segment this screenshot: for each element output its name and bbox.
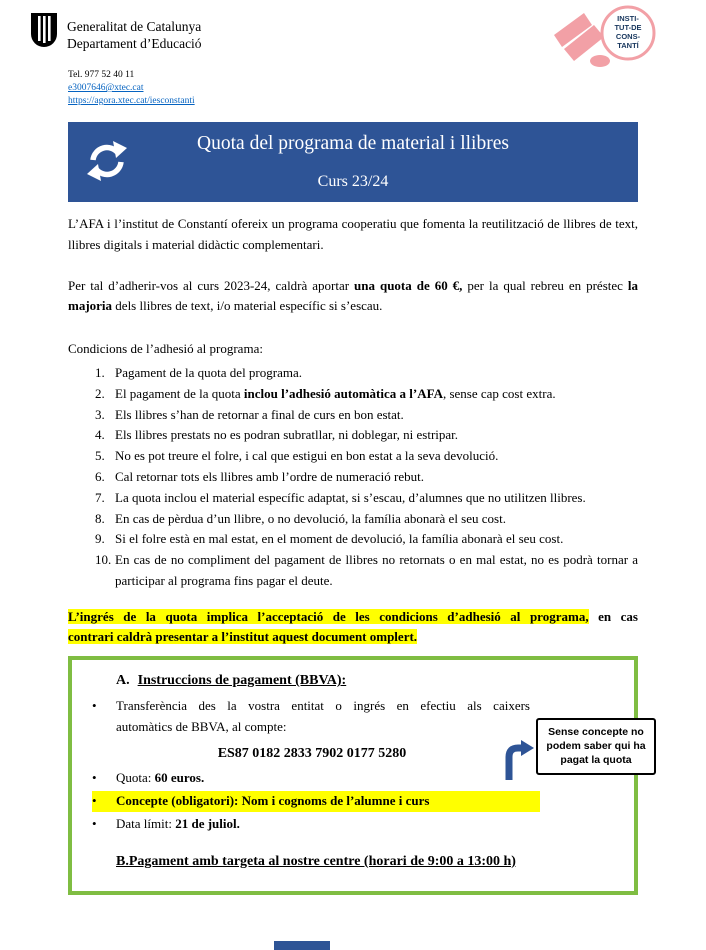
concept-text: Concepte (obligatori): Nom i cognoms de l’alumne i curs [116, 793, 430, 809]
condition-item: 7. La quota inclou el material específic adaptat, si s’escau, d’alumnes que no utilitzen llibres. [95, 489, 586, 505]
logo-text-line: INSTI- [617, 14, 639, 23]
transfer-line: automàtics de BBVA, al compte: [116, 719, 287, 735]
intro-paragraph: L’AFA i l’institut de Constantí ofereix un programa cooperatiu que fomenta la reutilització de llibres de text, llibres digitals i material didàctic complementari. [68, 216, 638, 252]
payment-bullet-deadline [92, 814, 614, 835]
deadline-label: Data límit: [116, 816, 176, 831]
logo-text-line: TANTÍ [617, 41, 639, 50]
generalitat-header [30, 12, 202, 52]
quota-text: dels llibres de text, i/o material específic si s’escau. [112, 298, 383, 314]
notice-highlight: contrari caldrà presentar a l’institut aquest document omplert. [68, 628, 418, 644]
bank-account-number: ES87 0182 2833 7902 0177 5280 [217, 746, 407, 762]
payment-section-b-heading: B.Pagament amb targeta al nostre centre (horari de 9:00 a 13:00 h) [116, 853, 516, 869]
bullet-icon: • [92, 816, 97, 831]
bullet-icon: • [92, 770, 97, 786]
payment-bullet-concept [92, 791, 540, 812]
generalitat-shield-icon [30, 12, 58, 50]
condition-item: 5. No es pot treure el folre, i cal que estigui en bon estat a la seva devolució. [95, 448, 499, 464]
title-banner [68, 122, 638, 202]
condition-item: 9. Si el folre està en mal estat, en el moment de devolució, la família abonarà el seu cost. [95, 531, 564, 547]
quota-value: 60 euros. [154, 770, 205, 786]
course-subtitle: Curs 23/24 [317, 173, 389, 190]
quota-emphasis: la majoria [68, 277, 638, 314]
org-department: Departament d’Educació [67, 36, 202, 51]
conditions-list [68, 363, 638, 592]
notice-paragraph [68, 607, 638, 647]
notice-line [68, 627, 638, 647]
condition-item: 10. En cas de no compliment del pagament de llibres no retornats o en mal estat, no es podrà tornar a participar al programa fins pagar el deute. [95, 552, 638, 588]
deadline-value: 21 de juliol. [175, 816, 240, 831]
condition-item: 6. Cal retornar tots els llibres amb l’ordre de numeració rebut. [95, 468, 425, 484]
callout-note: Sense concepte no podem saber qui ha pagat la quota [536, 718, 656, 775]
website-link[interactable]: https://agora.xtec.cat/iesconstanti [68, 96, 195, 106]
bullet-icon: • [92, 698, 97, 714]
quota-text: per la qual rebreu en préstec [462, 277, 628, 293]
condition-item: 3. Els llibres s’han de retornar a final de curs en bon estat. [95, 406, 404, 422]
email-link[interactable]: e3007646@xtec.cat [68, 83, 144, 93]
logo-text-line: CONS- [615, 32, 641, 41]
phone-number: Tel. 977 52 40 11 [68, 70, 135, 80]
quota-paragraph [68, 276, 638, 318]
notice-line [68, 607, 638, 627]
section-a-label: A. [116, 673, 130, 689]
bullet-icon: • [92, 793, 97, 809]
transfer-line: Transferència des la vostra entitat o ingrés en efectiu als caixers [116, 698, 530, 714]
condition-item: 8. En cas de pèrdua d’un llibre, o no devolució, la família abonarà el seu cost. [95, 510, 506, 526]
payment-box [68, 656, 646, 895]
logo-text-line: TUT-DE [614, 23, 642, 32]
notice-plain: en cas [588, 608, 638, 624]
logo-blob-shape [590, 55, 610, 67]
document-title: Quota del programa de material i llibres [197, 133, 509, 154]
quota-label: Quota: [116, 770, 155, 786]
document-body [68, 214, 646, 895]
conditions-heading: Condicions de l’adhesió al programa: [68, 341, 263, 357]
condition-item: 2. El pagament de la quota inclou l’adhesió automàtica a l’AFA, sense cap cost extra. [95, 385, 556, 401]
notice-highlight: L’ingrés de la quota implica l’acceptació de les condicions d’adhesió al programa, [68, 608, 589, 624]
quota-amount: una quota de 60 €, [354, 277, 463, 293]
institute-logo [550, 5, 660, 74]
contact-block [68, 69, 195, 108]
condition-item: 4. Els llibres prestats no es podran subratllar, ni doblegar, ni estripar. [95, 427, 459, 443]
payment-section-a-heading [116, 670, 614, 692]
next-page-banner-edge [274, 941, 330, 950]
quota-text: Per tal d’adherir-vos al curs 2023-24, caldrà aportar [68, 277, 355, 293]
section-a-title: Instruccions de pagament (BBVA): [137, 673, 347, 689]
curved-arrow-icon [502, 740, 534, 787]
condition-item: 1. Pagament de la quota del programa. [95, 364, 302, 380]
org-name: Generalitat de Catalunya [67, 19, 202, 34]
